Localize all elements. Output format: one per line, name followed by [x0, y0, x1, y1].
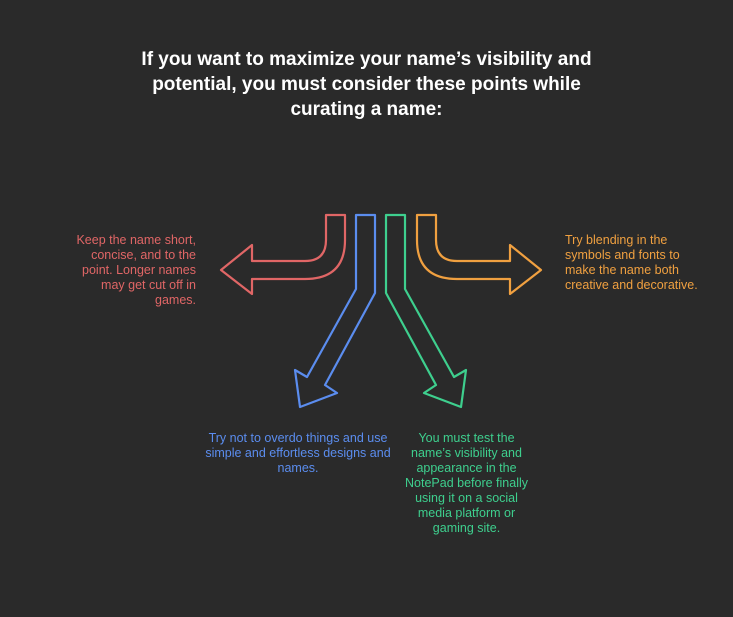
arrow-down-right-green — [386, 215, 466, 407]
point-simple-design: Try not to overdo things and use simple and effortless designs and names. — [205, 431, 391, 475]
arrow-down-left-blue — [295, 215, 375, 407]
point-short-name: Keep the name short, concise, and to the point. Longer names may get cut off in games. — [76, 233, 196, 307]
diagram-title: If you want to maximize your name’s visibility and potential, you must consider these points while curating a name: — [141, 49, 592, 120]
arrow-left-red — [221, 215, 345, 294]
arrow-right-orange — [417, 215, 541, 294]
point-blend-symbols: Try blending in the symbols and fonts to make the name both creative and decorative. — [565, 233, 698, 292]
point-test-visibility: You must test the name’s visibility and appearance in the NotePad before finally using it on a social media platform or gaming site. — [405, 431, 528, 535]
